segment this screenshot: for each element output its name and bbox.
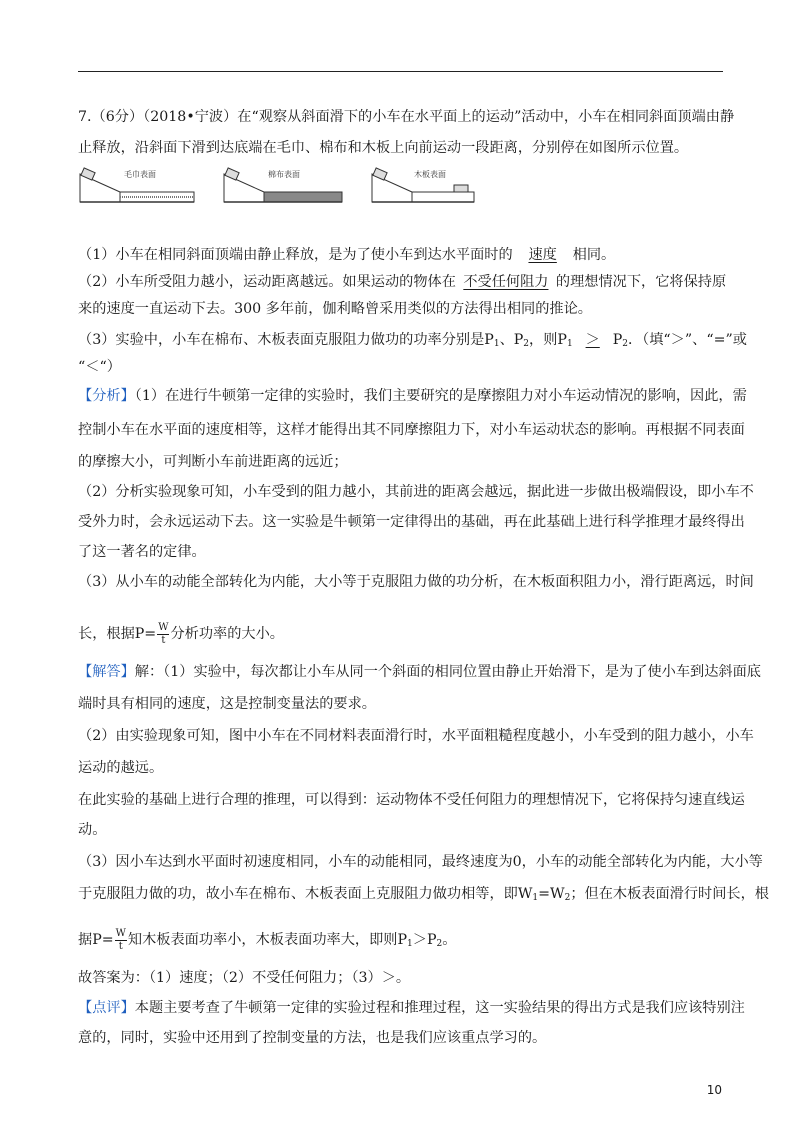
page-number: 10 — [706, 1083, 722, 1097]
q2-answer: 不受任何阻力 — [463, 274, 549, 290]
fraction-numerator: W — [158, 621, 169, 633]
sub-question-1 — [78, 245, 728, 265]
analysis-line-2: 控制小车在水平面的速度相等，这样才能得出其不同摩擦阻力下，对小车运动状态的影响。再根据不同表面 — [78, 422, 745, 438]
subscript: 1 — [407, 939, 413, 949]
q3-text: ，则P — [529, 332, 567, 348]
analysis-line-6: 了这一著名的定律。 — [78, 544, 206, 560]
q1-answer: 速度 — [528, 247, 557, 263]
fraction-denominator: t — [161, 634, 166, 646]
solution-line-9 — [78, 926, 728, 958]
subscript: 2 — [622, 339, 628, 349]
solution-line-5: 在此实验的基础上进行合理的推理，可以得到：运动物体不受任何阻力的理想情况下，它将保持匀速直线运 — [78, 792, 745, 808]
solution-line-7: （3）因小车达到水平面时初速度相同，小车的动能相同，最终速度为0，小车的动能全部转化为内能，大小等 — [78, 854, 763, 870]
figure-wood-surface — [370, 166, 478, 206]
review-line-2: 意的，同时，实验中还用到了控制变量的方法，也是我们应该重点学习的。 — [78, 1030, 547, 1046]
solution-text: 知木板表面功率小，木板表面功率大，即则P — [127, 932, 408, 948]
solution-line-3: （2）由实验现象可知，图中小车在不同材料表面滑行时，水平面粗糙程度越小，小车受到的阻力越小，小车 — [78, 728, 754, 744]
q3-text: P — [612, 332, 623, 348]
fraction-w-over-t — [115, 928, 127, 953]
header-rule — [78, 71, 723, 72]
review-line-1 — [78, 998, 745, 1018]
analysis-line-3: 的摩擦大小，可判断小车前进距离的远近； — [78, 454, 348, 470]
analysis-text: 分析功率的大小。 — [170, 626, 284, 642]
q2-text-end: 的理想情况下，它将保持原 — [555, 274, 727, 290]
fraction-denominator: t — [118, 940, 123, 952]
figure-label: 棉布表面 — [268, 170, 300, 179]
q1-text-end: 相同。 — [572, 247, 616, 263]
solution-text: 于克服阻力做的功，故小车在棉布、木板表面上克服阻力做功相等，即W — [78, 886, 533, 902]
analysis-text: （1）在进行牛顿第一定律的实验时，我们主要研究的是摩擦阻力对小车运动情况的影响，因此，需 — [134, 388, 747, 404]
question-stem-line-2: 止释放，沿斜面下滑到达底端在毛巾、棉布和木板上向前运动一段距离，分别停在如图所示位置。 — [78, 140, 689, 156]
analysis-tag: 【分析】 — [78, 388, 135, 404]
solution-text: 解：（1）实验中，每次都让小车从同一个斜面的相同位置由静止开始滑下，是为了使小车到达斜面底 — [134, 664, 761, 680]
analysis-line-4: （2）分析实验现象可知，小车受到的阻力越小，其前进的距离会越远，据此进一步做出极端假设，即小车不 — [78, 484, 754, 500]
figure-label: 木板表面 — [414, 170, 446, 179]
q3-answer: ＞ — [585, 332, 600, 348]
solution-line-8 — [78, 884, 769, 908]
solution-line-2: 端时具有相同的速度，这是控制变量法的要求。 — [78, 696, 376, 712]
analysis-line-1 — [78, 386, 747, 406]
fraction-w-over-t — [157, 622, 169, 647]
solution-text: 。 — [442, 932, 457, 948]
analysis-line-5: 受外力时，会永远运动下去。这一实验是牛顿第一定律得出的基础，再在此基础上进行科学推理才最终得出 — [78, 514, 745, 530]
sub-question-3-line-2: “＜“） — [78, 359, 121, 375]
q1-text: （1）小车在相同斜面顶端由静止释放，是为了使小车到达水平面时的 — [78, 247, 513, 263]
subscript: 2 — [436, 939, 443, 949]
solution-line-4: 运动的越远。 — [78, 760, 164, 776]
sub-question-2-line-1 — [78, 272, 728, 292]
review-tag: 【点评】 — [78, 1000, 135, 1016]
solution-line-6: 动。 — [78, 822, 107, 838]
analysis-text: 长，根据P= — [78, 626, 157, 642]
solution-text: ；但在木板表面滑行时间长，根 — [570, 886, 769, 902]
solution-text: ＞P — [412, 932, 437, 948]
solution-line-1 — [78, 662, 761, 682]
fraction-numerator: W — [115, 927, 126, 939]
solution-tag: 【解答】 — [78, 664, 135, 680]
q3-text: （3）实验中，小车在棉布、木板表面克服阻力做功的功率分别是P — [78, 332, 494, 348]
figure-towel-surface — [78, 166, 198, 206]
subscript: 2 — [564, 893, 571, 903]
subscript: 1 — [493, 339, 500, 349]
review-text: 本题主要考查了牛顿第一定律的实验过程和推理过程，这一实验结果的得出方式是我们应该特别注 — [134, 1000, 745, 1016]
solution-text: 据P= — [78, 932, 114, 948]
analysis-line-7: （3）从小车的动能全部转化为内能，大小等于克服阻力做的功分析，在木板面积阻力小，滑行距离远，时间 — [78, 574, 754, 590]
q2-text: （2）小车所受阻力越小，运动距离越远。如果运动的物体在 — [78, 274, 456, 290]
analysis-line-8 — [78, 620, 728, 648]
solution-text: =W — [538, 886, 565, 902]
figure-cotton-surface — [222, 166, 346, 206]
subscript: 2 — [523, 339, 530, 349]
question-stem-line-1: 7.（6分）（2018•宁波）在“观察从斜面滑下的小车在水平面上的运动”活动中，小车在相同斜面顶端由静 — [78, 109, 735, 125]
answer-summary: 故答案为：（1）速度；（2）不受任何阻力；（3）＞。 — [78, 970, 411, 986]
q3-text-end: ．（填“＞”、“=”或 — [627, 332, 747, 348]
subscript: 1 — [532, 893, 539, 903]
q3-text: 、P — [499, 332, 524, 348]
sub-question-2-line-2: 来的速度一直运动下去。300 多年前，伽利略曾采用类似的方法得出相同的推论。 — [78, 301, 592, 317]
figure-label: 毛巾表面 — [124, 170, 156, 179]
sub-question-3-line-1 — [78, 330, 747, 354]
subscript: 1 — [566, 339, 573, 349]
